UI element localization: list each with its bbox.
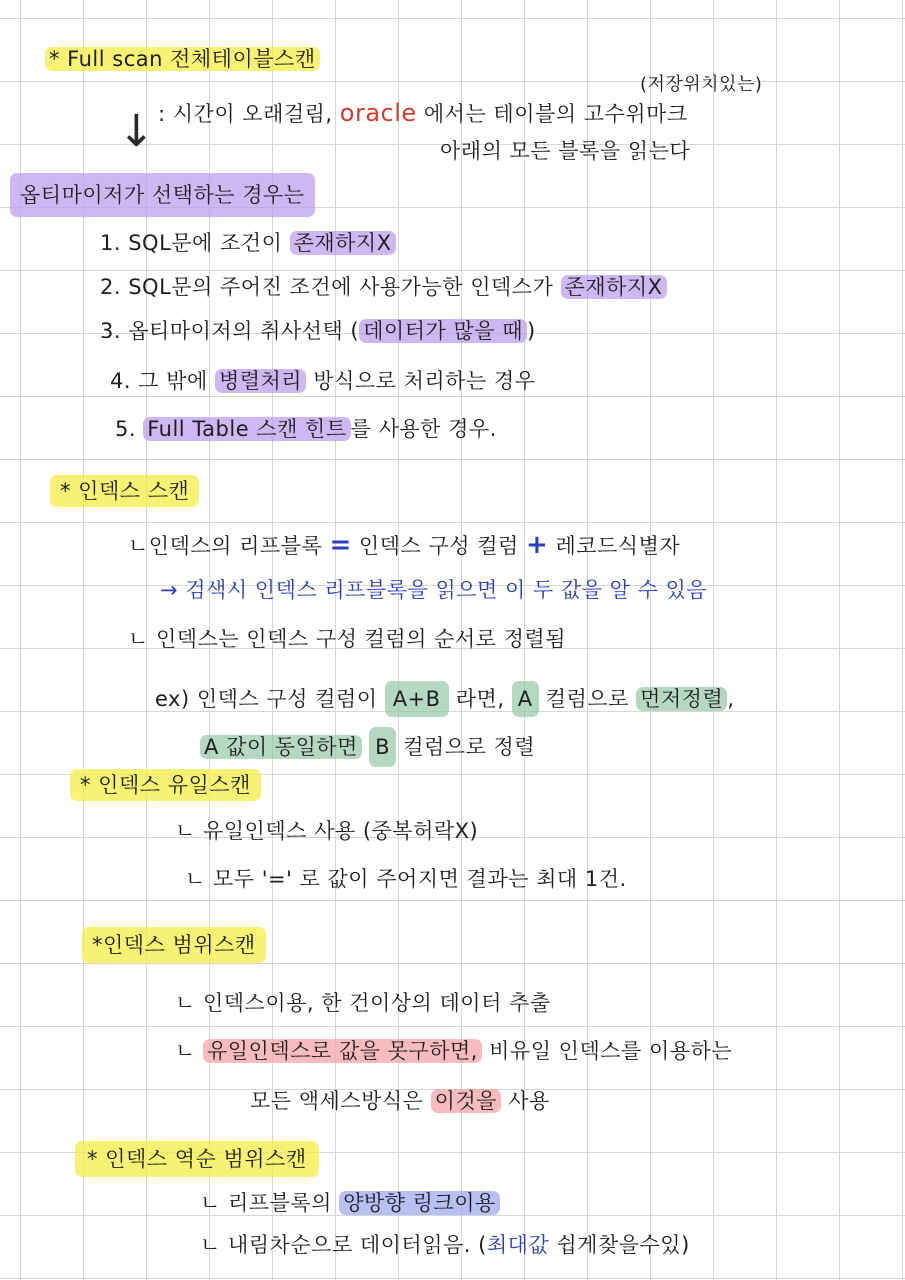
example-prefix: ex) 인덱스 구성 컬럼이 xyxy=(155,687,378,711)
reverse-line-1-mark: 양방향 링크이용 xyxy=(339,1191,500,1215)
unique-scan-heading-line xyxy=(70,770,261,800)
range-line-3-suffix: 사용 xyxy=(508,1089,550,1113)
case-5-prefix: 5. xyxy=(115,417,137,441)
case-5-mark: Full Table 스캔 힌트 xyxy=(143,417,350,441)
case-2-mark: 존재하지X xyxy=(561,275,667,299)
index-scan-heading-line xyxy=(50,476,199,506)
case-1-prefix: 1. SQL문에 조건이 xyxy=(100,231,283,255)
time-text-b: 에서는 테이블의 고수위마크 xyxy=(423,102,688,126)
example2-b: B xyxy=(369,727,396,767)
case-2-prefix: 2. SQL문의 주어진 조건에 사용가능한 인덱스가 xyxy=(100,275,554,299)
sort-line: ㄴ 인덱스는 인덱스 구성 컬럼의 순서로 정렬됨 xyxy=(128,627,566,651)
search-note: → 검색시 인덱스 리프블록을 읽으면 이 두 값을 알 수 있음 xyxy=(160,578,708,602)
time-text: : 시간이 오래걸림, xyxy=(158,102,333,126)
reverse-line-1-prefix: ㄴ 리프블록의 xyxy=(200,1191,332,1215)
unique-scan-heading: * 인덱스 유일스캔 xyxy=(70,769,261,801)
reverse-line-2 xyxy=(200,1230,690,1260)
example-line-2 xyxy=(200,732,535,762)
range-line-3-prefix: 모든 액세스방식은 xyxy=(250,1089,424,1113)
arrow-down-icon: ↓ xyxy=(118,106,155,157)
reverse-scan-heading: * 인덱스 역순 범위스캔 xyxy=(75,1141,319,1177)
example-line-1 xyxy=(155,684,734,714)
case-4-mark: 병렬처리 xyxy=(215,369,306,393)
range-line-2-mark: 유일인덱스로 값을 못구하면, xyxy=(203,1039,482,1063)
case-3-suffix: ) xyxy=(526,319,536,343)
range-line-2 xyxy=(175,1036,732,1066)
plus-symbol: + xyxy=(525,530,549,560)
equals-symbol: = xyxy=(329,530,352,560)
reverse-line-2-prefix: ㄴ 내림차순으로 데이터읽음. ( xyxy=(200,1233,487,1257)
time-line-2: 아래의 모든 블록을 읽는다 xyxy=(440,139,691,163)
case-3-prefix: 3. 옵티마이저의 취사선택 ( xyxy=(100,319,360,343)
case-4-prefix: 4. 그 밖에 xyxy=(110,369,208,393)
case-5-suffix: 를 사용한 경우. xyxy=(350,417,497,441)
case-4-suffix: 방식으로 처리하는 경우 xyxy=(313,369,536,393)
case-3-mark: 데이터가 많을 때 xyxy=(359,319,527,343)
optimizer-heading: 옵티마이저가 선택하는 경우는 xyxy=(10,173,315,217)
unique-line-2: ㄴ 모두 '=' 로 값이 주어지면 결과는 최대 1건. xyxy=(185,867,627,891)
example-end: , xyxy=(727,687,735,711)
unique-line-1: ㄴ 유일인덱스 사용 (중복허락X) xyxy=(175,819,479,843)
case-3 xyxy=(100,316,536,346)
example-ab: A+B xyxy=(385,681,449,717)
case-1 xyxy=(100,228,396,258)
example-mid: 라면, xyxy=(455,687,505,711)
reverse-scan-heading-line xyxy=(75,1144,319,1174)
range-line-3-mark: 이것을 xyxy=(431,1089,501,1113)
case-5 xyxy=(115,414,497,444)
range-line-2-prefix: ㄴ xyxy=(175,1039,196,1063)
storage-note: (저장위치있는) xyxy=(640,74,763,95)
time-line-1 xyxy=(158,98,688,129)
full-scan-heading: * Full scan 전체테이블스캔 xyxy=(45,47,320,71)
range-scan-heading-line xyxy=(82,930,266,960)
index-columns-label: 인덱스 구성 컬럼 xyxy=(358,534,519,558)
optimizer-heading-line xyxy=(10,180,315,210)
reverse-line-2-suffix: 쉽게찾을수있) xyxy=(556,1233,690,1257)
index-scan-heading: * 인덱스 스캔 xyxy=(50,475,199,507)
oracle-label: oracle xyxy=(339,99,417,127)
leaf-block-label: ㄴ인덱스의 리프블록 xyxy=(128,534,323,558)
example-first-sort: 먼저정렬 xyxy=(636,687,727,711)
example-mid2: 컬럼으로 xyxy=(545,687,629,711)
record-id-label: 레코드식별자 xyxy=(555,534,681,558)
range-line-1: ㄴ 인덱스이용, 한 건이상의 데이터 추출 xyxy=(175,991,551,1015)
case-1-mark: 존재하지X xyxy=(290,231,396,255)
full-scan-heading-line xyxy=(45,44,320,74)
example-a: A xyxy=(512,681,539,717)
example2-a: A 값이 동일하면 xyxy=(200,735,362,759)
reverse-line-1 xyxy=(200,1188,500,1218)
reverse-line-2-max: 최대값 xyxy=(486,1233,550,1257)
example2-end: 컬럼으로 정렬 xyxy=(403,735,536,759)
leaf-block-line xyxy=(128,530,680,561)
case-4 xyxy=(110,366,536,396)
range-line-2-suffix: 비유일 인덱스를 이용하는 xyxy=(489,1039,733,1063)
case-2 xyxy=(100,272,667,302)
range-line-3 xyxy=(250,1086,550,1116)
range-scan-heading: *인덱스 범위스캔 xyxy=(82,927,266,963)
